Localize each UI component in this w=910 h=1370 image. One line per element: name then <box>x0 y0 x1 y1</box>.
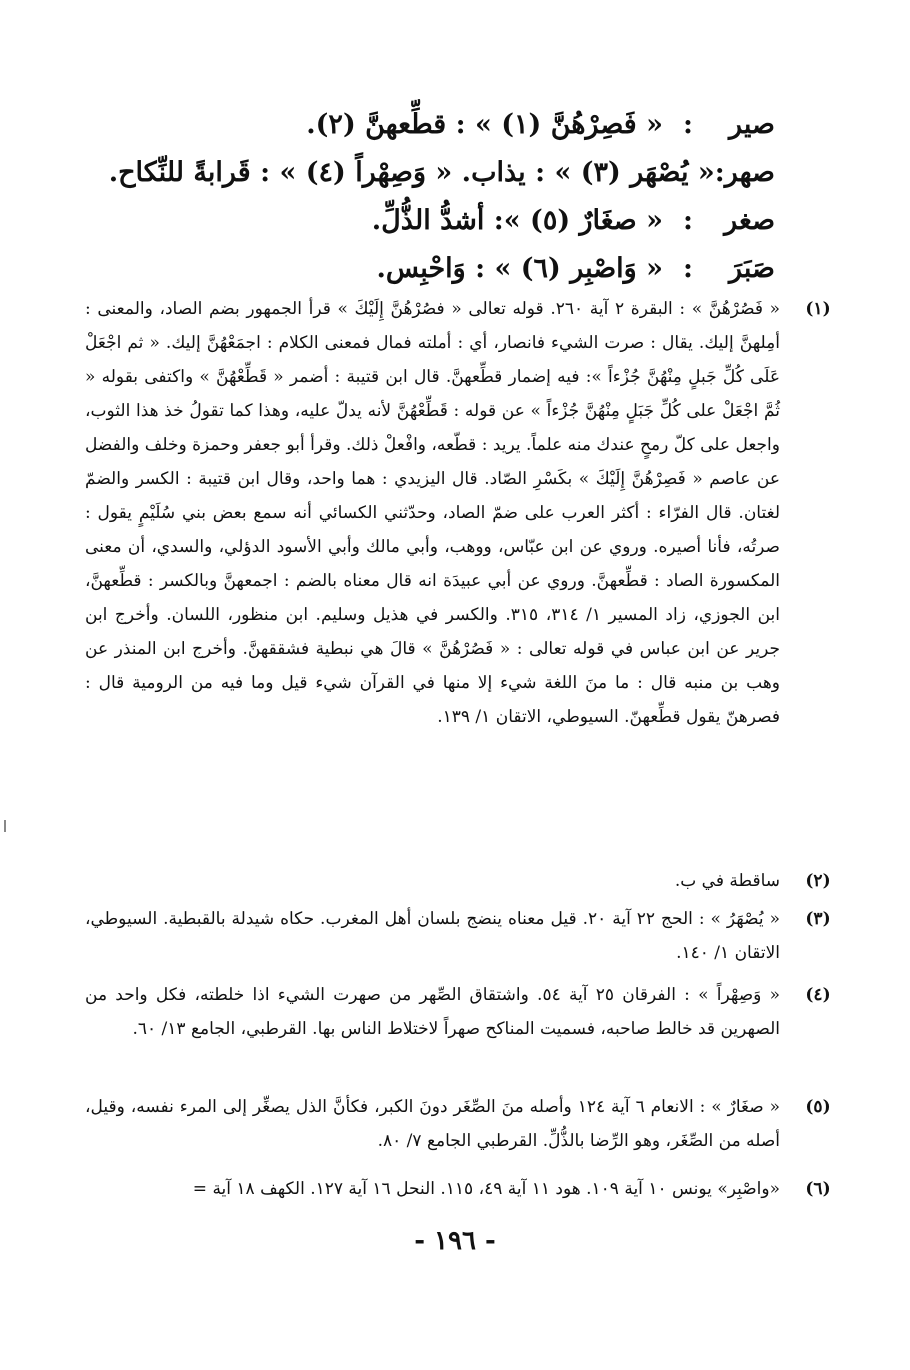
entry-row <box>115 100 775 148</box>
footnote <box>85 292 831 734</box>
footnote <box>85 864 831 898</box>
entry-word: صغر <box>724 204 775 236</box>
footnote-text: « صغَارٌ » : الانعام ٦ آية ١٢٤ وأصله منَ الصِّغَر دونَ الكبر، فكأنَّ الذل يصغِّر إلى المرء نفسه، وقيل، أصله من الصِّغَر، وهو الرِّضا بالذُّلِّ. القرطبي الجامع ٧/ ٨٠. <box>85 1097 780 1151</box>
entry-word: صير <box>729 108 775 140</box>
entry-row <box>108 148 775 196</box>
footnote-text: « وَصِهْراً » : الفرقان ٢٥ آية ٥٤. واشتقاق الصِّهر من صهرت الشيء اذا خلطته، فكل واحد من الصهرين قد خالط صاحبه، فسميت المناكح صهراً لاختلاط الناس بها. القرطبي، الجامع ١٣/ ٦٠. <box>85 985 780 1039</box>
entry-row <box>115 244 775 292</box>
footnote <box>85 1090 831 1158</box>
footnote <box>85 978 831 1046</box>
entry-row <box>115 196 775 244</box>
glossary-entries <box>108 100 775 292</box>
footnote-text: ساقطة في ب. <box>674 871 780 891</box>
entry-colon: : <box>683 108 693 140</box>
entry-colon: : <box>683 204 693 236</box>
entry-word: صَبَرَ <box>729 252 775 284</box>
entry-colon: : <box>714 156 725 188</box>
entry-definition: « فَصِرْهُنَّ (١) » : قطِّعهنَّ (٢). <box>306 108 663 140</box>
footnote-number: (٦) <box>805 1179 831 1199</box>
footnote-text: «واصْبِر» يونس ١٠ آية ١٠٩. هود ١١ آية ٤٩، ١١٥. النحل ١٦ آية ١٢٧. الكهف ١٨ آية = <box>192 1179 780 1199</box>
entry-definition: « صغَارٌ (٥) »: أشدُّ الذُّلِّ. <box>371 204 663 236</box>
footnote-text: « يُصْهَرُ » : الحج ٢٢ آية ٢٠. قيل معناه ينضج بلسان أهل المغرب. حكاه شيدلة بالقبطية. السيوطي، الاتقان ١/ ١٤٠. <box>85 909 780 963</box>
entry-definition: « وَاصْبِر (٦) » : وَاحْبِس. <box>376 252 663 284</box>
margin-tick <box>4 820 6 832</box>
footnote-number: (٢) <box>805 871 831 891</box>
footnote-number: (٣) <box>805 909 831 929</box>
footnote-number: (١) <box>805 299 831 319</box>
entry-word: صهر <box>724 156 775 188</box>
footnote-number: (٥) <box>805 1097 831 1117</box>
entry-colon: : <box>683 252 693 284</box>
entry-definition: « يُصْهَر (٣) » : يذاب. « وَصِهْراً (٤) » : قَرابةً للنِّكاح. <box>108 156 715 188</box>
footnote-text: « فَصُرْهُنَّ » : البقرة ٢ آية ٢٦٠. قوله تعالى « فصُرْهُنَّ إِلَيْكَ » قرأ الجمهور بضم الصاد، والمعنى : أمِلهنَّ إليك. يقال : صرت الشيء فانصار، أي : أملته فمال فمعنى الكلام : اجمَعْهُنَّ إليك. « ثم اجْعَلْ عَلَى كُلِّ جَبلٍ مِنْهُنَّ جُزْءاً »: فيه إضمار قطِّعهنَّ. قال ابن قتيبة : أضمر « قَطِّعْهُنَّ » واكتفى بقوله « ثُمَّ اجْعَلْ على كُلِّ جَبَلٍ مِنْهُنَّ جُزْءاً » عن قوله : قَطِّعْهُنَّ لأنه يدلّ عليه، وهذا كما تقولُ خذ هذا الثوب، واجعل على كلّ رمحٍ عندك منه علماً. يريد : قطّعه، وافْعلْ ذلك. وقرأ أبو جعفر وحمزة وخلف والفضل عن عاصم « فَصِرْهُنَّ إِلَيْكَ » بكَسْرِ الصّاد. قال اليزيدي : هما واحد، وقال ابن قتيبة : الكسر والضمّ لغتان. قال الفرّاء : أكثر العرب على ضمّ الصاد، وحدّثني الكسائي أنه سمع بعض بني سُلَيْمٍ يقول : صرتُه، فأنا أصيره. وروي عن ابن عبّاس، ووهب، وأبي مالك وأبي الأسود الدؤلي، والسدي، أن معنى المكسورة الصاد : قطِّعهنَّ. وروي عن أبي عبيدَة انه قال معناه بالضم : اجمعهنَّ وبالكسر : قطِّعهنَّ، ابن الجوزي، زاد المسير ١/ ٣١٤، ٣١٥. والكسر في هذيل وسليم. ابن منظور، اللسان. وأخرج ابن جرير عن ابن عباس في قوله تعالى : « فَصُرْهُنَّ » قالَ هي نبطية فشققهنَّ. وأخرج ابن المنذر عن وهب بن منبه قال : ما منَ اللغة شيء إلا منها في القرآن شيء قيل وما فيه من الرومية قال : فصرهنّ يقول قطِّعهنّ. السيوطي، الاتقان ١/ ١٣٩. <box>85 299 780 727</box>
footnote <box>85 902 831 970</box>
page-number: - ١٩٦ - <box>414 1226 496 1256</box>
footnote-number: (٤) <box>805 985 831 1005</box>
footnote <box>85 1172 831 1206</box>
